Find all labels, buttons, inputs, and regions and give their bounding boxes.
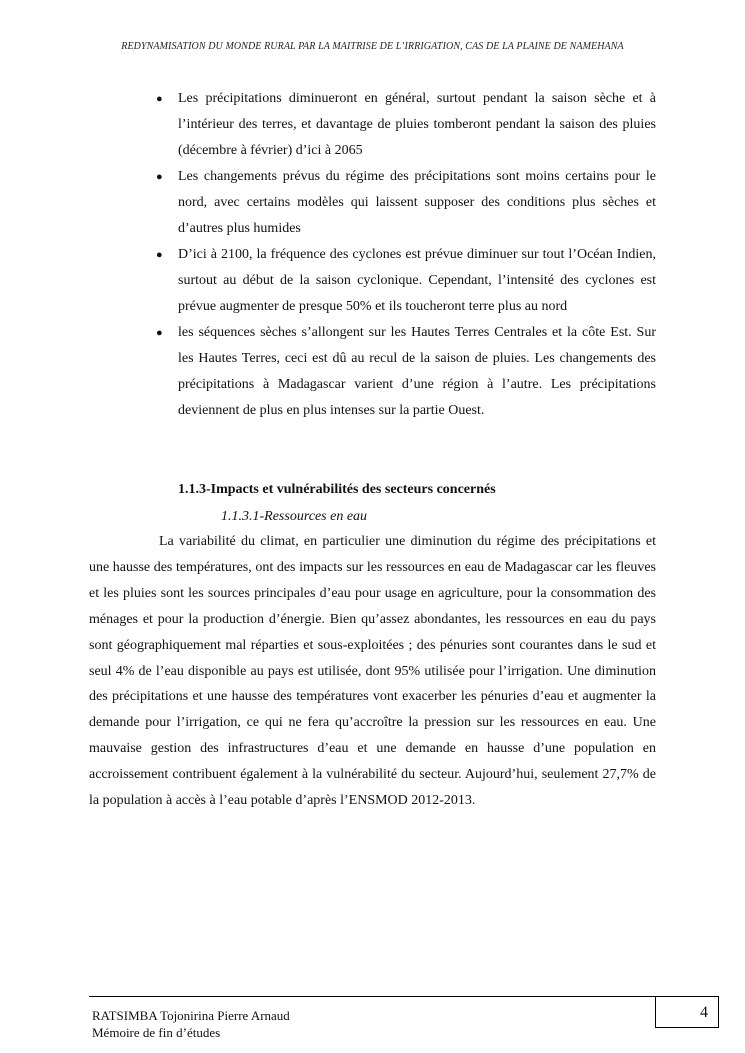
page-number: 4 [655,996,719,1028]
bullet-item [150,164,656,242]
bullet-icon: ● [156,327,163,339]
footer-document-type: Mémoire de fin d’études [92,1025,221,1040]
bullet-icon: ● [156,171,163,183]
footer-author: RATSIMBA Tojonirina Pierre Arnaud [92,1008,290,1023]
body-paragraph: La variabilité du climat, en particulier une diminution du régime des précipitations et une hausse des températures, ont des impacts sur les ressources en eau de Madagascar car les fleuves et les pluies sont les sources principales d’eau pour usage en agriculture, pour la consommation des ménages et pour la production d’énergie. Bien qu’assez abondantes, les ressources en eau du pays sont géographiquement mal réparties et sous-exploitées ; des pénuries sont courantes dans le sud et seul 4% de l’eau disponible au pays est utilisée, dont 95% utilisée pour l’irrigation. Une diminution des précipitations et une hausse des températures vont exacerber les pénuries d’eau et augmenter la demande pour l’irrigation, ce qui ne fera qu’accroître la pression sur les ressources en eau. Une mauvaise gestion des infrastructures d’eau et une demande en hausse d’une population en accroissement contribuent également à la vulnérabilité du secteur. Aujourd’hui, seulement 27,7% de la population à accès à l’eau potable d’après l’ENSMOD 2012-2013. [89,534,656,809]
bullet-item [150,320,656,424]
bullet-text: les séquences sèches s’allongent sur les Hautes Terres Centrales et la côte Est. Sur les Hautes Terres, ceci est dû au recul de la saison de pluies. Les changements des précipitations à Madagascar varient d’une région à l’autre. Les précipitations deviennent de plus en plus intenses sur la partie Ouest. [178,325,656,418]
bullet-list [150,86,656,424]
bullet-item [150,242,656,320]
footer-divider [89,996,656,997]
bullet-text: Les changements prévus du régime des précipitations sont moins certains pour le nord, avec certains modèles qui laissent supposer des conditions plus sèches et d’autres plus humides [178,169,656,236]
bullet-text: Les précipitations diminueront en général, surtout pendant la saison sèche et à l’intérieur des terres, et davantage de pluies tomberont pendant la saison des pluies (décembre à février) d’ici à 2065 [178,91,656,158]
section-title: 1.1.3-Impacts et vulnérabilités des secteurs concernés [178,482,496,497]
bullet-icon: ● [156,249,163,261]
bullet-text: D’ici à 2100, la fréquence des cyclones est prévue diminuer sur tout l’Océan Indien, surtout au début de la saison cyclonique. Cependant, l’intensité des cyclones est prévue augmenter de presque 50% et ils toucheront terre plus au nord [178,247,656,314]
bullet-icon: ● [156,93,163,105]
running-header: REDYNAMISATION DU MONDE RURAL PAR LA MAITRISE DE L’IRRIGATION, CAS DE LA PLAINE DE NAMEHANA [121,41,624,52]
subsection-title: 1.1.3.1-Ressources en eau [221,509,368,524]
bullet-item [150,86,656,164]
